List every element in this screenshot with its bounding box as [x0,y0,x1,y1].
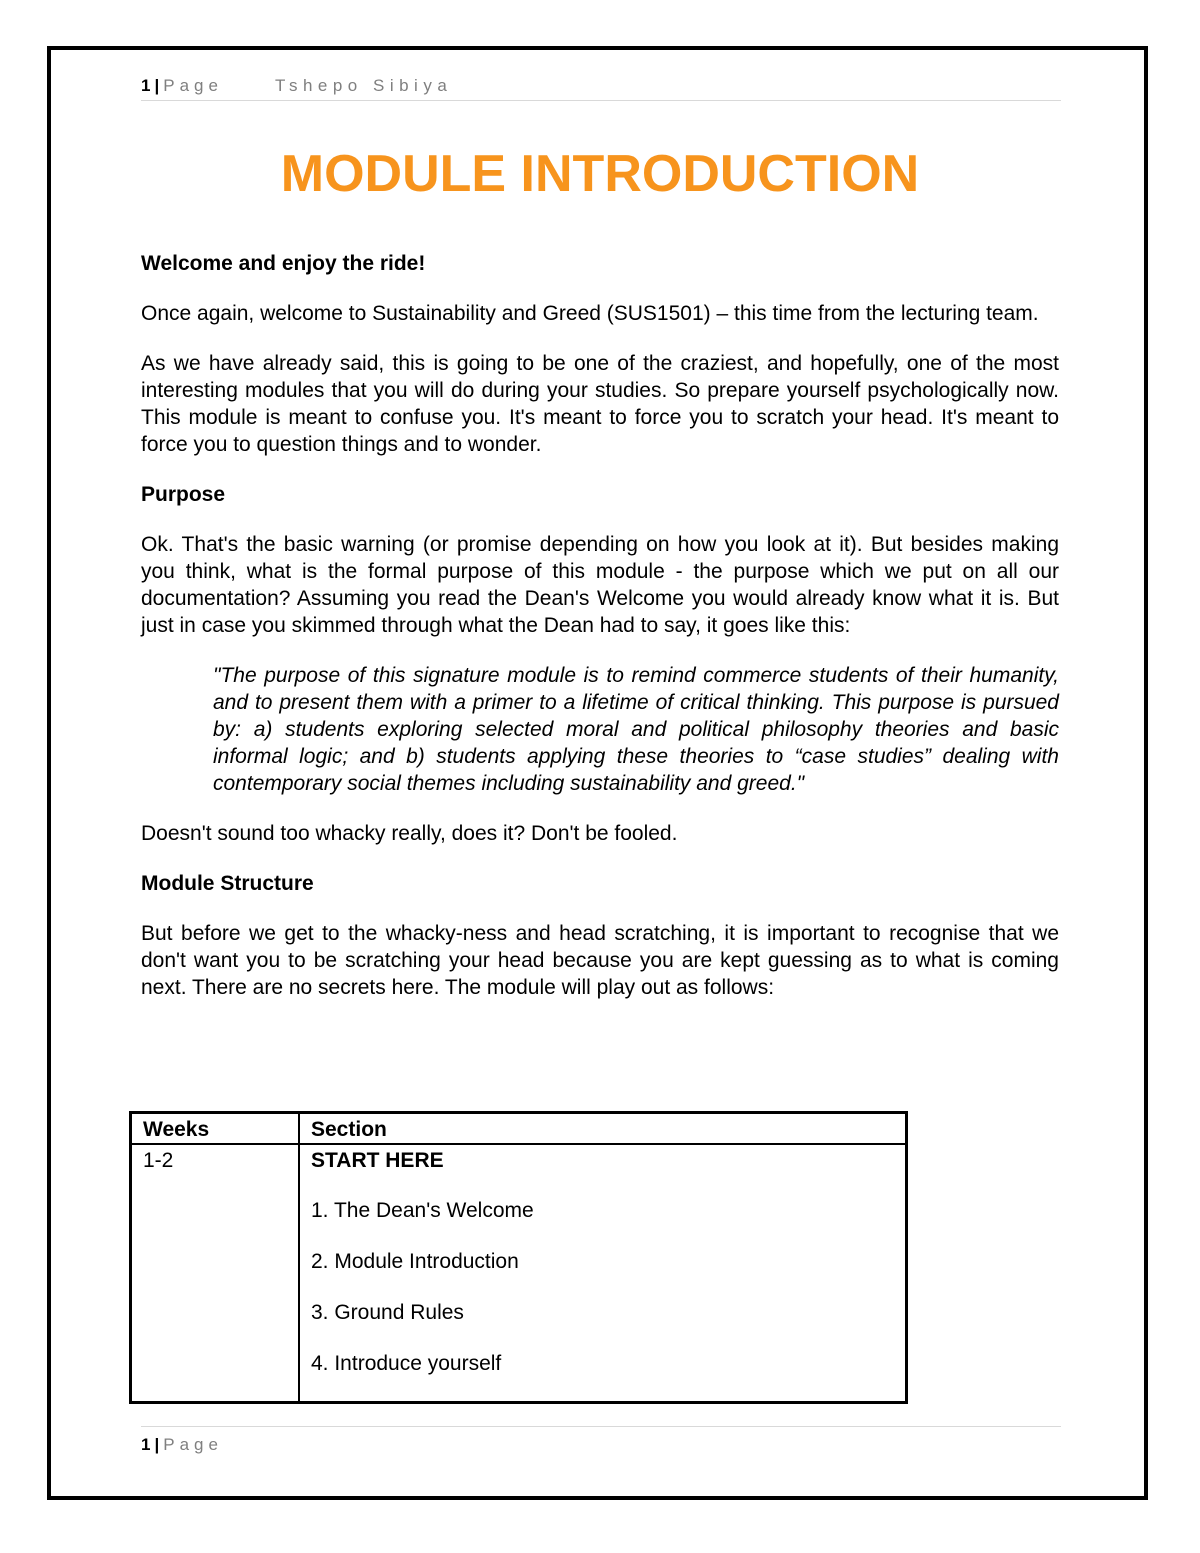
list-item: 3. Ground Rules [311,1301,464,1324]
purpose-heading: Purpose [141,483,226,506]
header-page-number: 1 [141,76,151,95]
welcome-paragraph-1: Once again, welcome to Sustainability and Greed (SUS1501) – this time from the lecturing team. [141,302,1039,325]
structure-paragraph-1: But before we get to the whacky-ness and head scratching, it is important to recognise that we don't want you to be scratching your head because you are kept guessing as to what is coming next. There are no secrets here. The module will play out as follows: [141,922,1059,999]
table-header-row [131,1113,907,1145]
header-separator: | [154,76,160,95]
section-title: START HERE [311,1149,444,1172]
list-item: 4. Introduce yourself [311,1352,502,1375]
table-header-section: Section [299,1113,907,1145]
footer-separator: | [154,1435,160,1454]
footer-page-number: 1 [141,1435,151,1454]
table-header-weeks: Weeks [131,1113,300,1145]
welcome-heading: Welcome and enjoy the ride! [141,252,426,275]
table-cell-section [299,1144,907,1403]
module-structure-table [129,1111,908,1404]
table-cell-weeks: 1-2 [131,1144,300,1403]
purpose-paragraph-2: Doesn't sound too whacky really, does it? Don't be fooled. [141,822,678,845]
page-title: MODULE INTRODUCTION [280,145,920,203]
list-item: 1. The Dean's Welcome [311,1199,534,1222]
header-author: Tshepo Sibiya [274,76,453,95]
footer-page-label: Page [163,1435,223,1454]
document-body [141,250,1059,1024]
table-row [131,1144,907,1403]
purpose-quote: "The purpose of this signature module is to remind commerce students of their humanity, and to present them with a primer to a lifetime of critical thinking. This purpose is pursued by: a) students exploring selected moral and political philosophy theories and basic informal logic; and b) students applying these theories to “case studies” dealing with contemporary social themes including sustainability and greed." [213,664,1059,795]
structure-heading: Module Structure [141,872,314,895]
list-item: 2. Module Introduction [311,1250,519,1273]
page-footer [141,1426,1061,1457]
header-page-label: Page [163,76,223,95]
page-header [141,74,1061,101]
welcome-paragraph-2: As we have already said, this is going to be one of the craziest, and hopefully, one of the most interesting modules that you will do during your studies. So prepare yourself psychologically now. This module is meant to confuse you. It's meant to force you to scratch your head. It's meant to force you to question things and to wonder. [141,352,1059,456]
purpose-paragraph-1: Ok. That's the basic warning (or promise depending on how you look at it). But besides making you think, what is the formal purpose of this module - the purpose which we put on all our documentation? Assuming you read the Dean's Welcome you would already know what it is. But just in case you skimmed through what the Dean had to say, it goes like this: [141,533,1059,637]
